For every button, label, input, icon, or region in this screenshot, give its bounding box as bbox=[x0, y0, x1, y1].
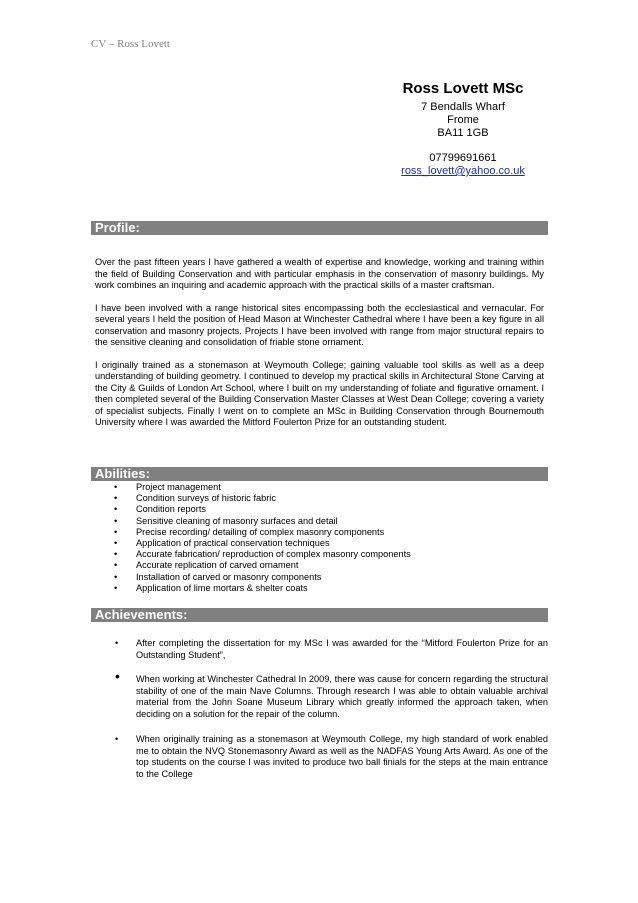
profile-paragraph: I have been involved with a range historical sites encompassing both the ecclesiastical and vernacular. For several years I held the position of Head Mason at Winchester Cathedral where I have been a key figure in all conservation and masonry projects. Projects I have been involved with range from major structural repairs to the sensitive cleaning and consolidation of friable stone ornament. bbox=[95, 302, 544, 347]
address-line-2: Frome bbox=[447, 114, 479, 126]
bullet-icon: • bbox=[114, 493, 118, 504]
bullet-icon: • bbox=[114, 571, 118, 582]
list-item: • Sensitive cleaning of masonry surfaces and detail bbox=[114, 515, 338, 526]
list-item: • Precise recording/ detailing of complex masonry components bbox=[114, 526, 385, 537]
bullet-icon: • bbox=[114, 549, 118, 560]
list-item: • Project management bbox=[114, 482, 221, 492]
running-header: CV – Ross Lovett bbox=[91, 38, 170, 50]
abilities-heading: Abilities: bbox=[91, 467, 548, 481]
bullet-icon: • bbox=[114, 560, 118, 571]
bullet-icon: • bbox=[114, 482, 118, 492]
postcode: BA11 1GB bbox=[437, 127, 489, 139]
list-item: • Condition surveys of historic fabric bbox=[114, 493, 276, 504]
abilities-list bbox=[91, 482, 541, 594]
list-item: • Accurate fabrication/ reproduction of complex masonry components bbox=[114, 549, 411, 560]
profile-paragraph: I originally trained as a stonemason at Weymouth College; gaining valuable tool skills as well as a deep understanding of building geometry. I continued to develop my practical skills in Architectural Stone Carving at the City & Guilds of London Art School, where I built on my understanding of foliate and figurative ornament. I then completed several of the Building Conservation Master Classes at West Dean College; covering a variety of specialist subjects. Finally I went on to complete an MSc in Building Conservation through Bournemouth University where I was awarded the Mitford Foulerton Prize for an outstanding student. bbox=[95, 359, 544, 427]
list-item: • When originally training as a stonemason at Weymouth College, my high standard of work enabled me to obtain the NVQ Stonemasonry Award as well as the NADFAS Young Arts Award. As one of the top students on the course I was invited to produce two ball finials for the steps at the main entrance to the College bbox=[115, 734, 548, 779]
profile-body bbox=[95, 257, 544, 440]
address-line-1: 7 Bendalls Wharf bbox=[421, 101, 505, 113]
bullet-icon: • bbox=[115, 638, 119, 648]
bullet-icon: • bbox=[114, 538, 118, 549]
contact-block bbox=[372, 80, 554, 178]
phone-number: 07799691661 bbox=[429, 152, 497, 164]
bullet-icon: • bbox=[115, 668, 120, 684]
list-item: • When working at Winchester Cathedral In 2009, there was cause for concern regarding the structural stability of one of the main Nave Columns. Through research I was able to obtain valuable archival material from the John Soane Museum Library which greatly informed the approach taken, when deciding on a solution for the repair of the column. bbox=[115, 668, 548, 719]
bullet-icon: • bbox=[115, 734, 119, 744]
list-item: • After completing the dissertation for my MSc I was awarded for the “Mitford Foulerton Prize for an Outstanding Student”, bbox=[115, 638, 548, 660]
list-item: • Application of practical conservation techniques bbox=[114, 538, 330, 549]
bullet-icon: • bbox=[114, 515, 118, 526]
achievements-heading: Achievements: bbox=[91, 608, 548, 622]
list-item: • Accurate replication of carved ornament bbox=[114, 560, 299, 571]
list-item: • Condition reports bbox=[114, 504, 206, 515]
bullet-icon: • bbox=[114, 582, 118, 593]
bullet-icon: • bbox=[114, 504, 118, 515]
email-link[interactable]: ross_lovett@yahoo.co.uk bbox=[401, 165, 525, 177]
candidate-name: Ross Lovett MSc bbox=[402, 80, 524, 97]
bullet-icon: • bbox=[114, 526, 118, 537]
list-item: • Installation of carved or masonry components bbox=[114, 571, 322, 582]
contact-gap bbox=[372, 140, 554, 152]
list-item: • Application of lime mortars & shelter coats bbox=[114, 582, 308, 593]
profile-heading: Profile: bbox=[91, 221, 548, 235]
profile-paragraph: Over the past fifteen years I have gathered a wealth of expertise and knowledge, working and training within the field of Building Conservation and with particular emphasis in the conservation of masonry buildings. My work combines an inquiring and academic approach with the practical skills of a master craftsman. bbox=[95, 257, 544, 290]
achievements-list bbox=[91, 638, 548, 793]
